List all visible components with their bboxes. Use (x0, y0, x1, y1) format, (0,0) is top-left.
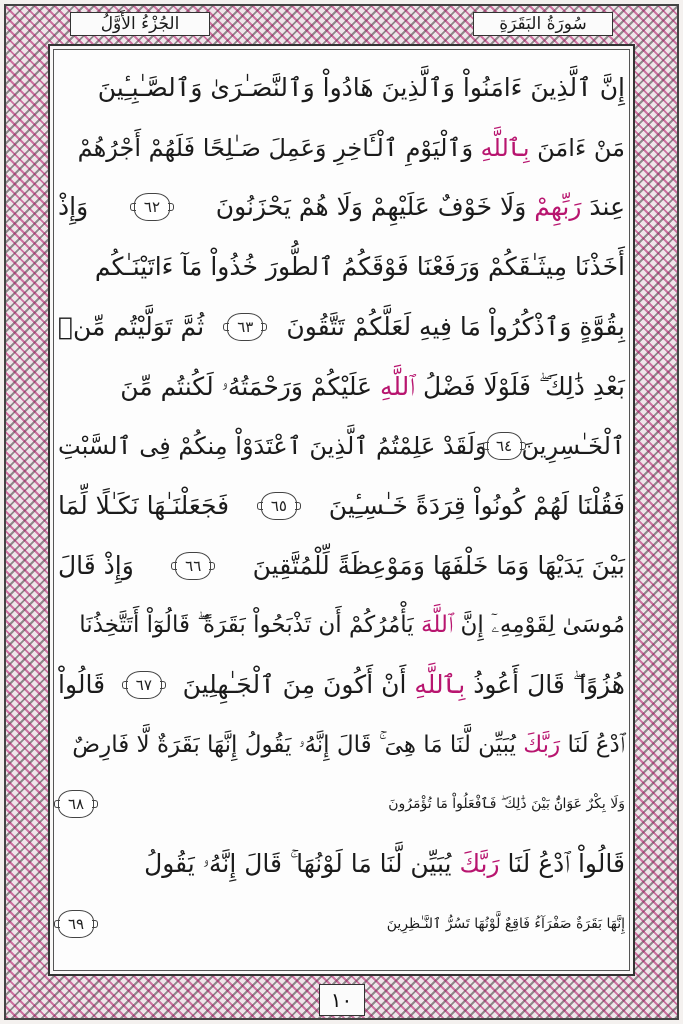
line-text-end: وَإِذْ (58, 192, 89, 222)
ayah-number-marker: ٦٥ (261, 492, 297, 520)
line-text: بَيْنَ يَدَيْهَا وَمَا خَلْفَهَا وَمَوْعِظَةً لِّلْمُتَّقِينَ (252, 550, 625, 580)
line-text: قَالُواْ ٱدْعُ لَنَا رَبَّكَ يُبَيِّن لَّنَا مَا لَوْنُهَا ۚ قَالَ إِنَّهُۥ يَقُولُ (144, 849, 625, 879)
line-text-end: قَالُواْ (58, 670, 106, 700)
text-line (58, 538, 625, 594)
divine-name-highlight: رَبِّهِمْ (534, 192, 582, 222)
ayah-number-marker: ٦٢ (134, 193, 170, 221)
line-text: إِنَّهَا بَقَرَةٌ صَفْرَآءُ فَاقِعٌ لَّوْنُهَا تَسُرُّ ٱلنَّـٰظِرِينَ (386, 915, 625, 932)
ayah-number-marker: ٦٣ (227, 313, 263, 341)
text-line (58, 179, 625, 235)
divine-name-highlight: ٱللَّهَ (420, 612, 454, 639)
line-text: فَقُلْنَا لَهُمْ كُونُواْ قِرَدَةً خَـٰسِـِٔينَ (328, 490, 625, 520)
line-text: ٱدْعُ لَنَا رَبَّكَ يُبَيِّن لَّنَا مَا هِىَ ۚ قَالَ إِنَّهُۥ يَقُولُ إِنَّهَا بَقَرَةٌ لَّا فَارِضٌ (72, 731, 625, 758)
ayah-number-marker: ٦٩ (58, 910, 94, 938)
surah-name-box (473, 12, 613, 36)
text-line (58, 359, 625, 415)
line-text: وَلَا بِكْرٌ عَوَانٌۢ بَيْنَ ذَٰلِكَ ۖ فَٱفْعَلُواْ مَا تُؤْمَرُونَ (388, 796, 625, 813)
ayah-number-marker: ٦٨ (58, 790, 94, 818)
surah-name: سُورَةُ البَقَرَةِ (499, 14, 587, 34)
line-text: مُوسَىٰ لِقَوْمِهِۦٓ إِنَّ ٱللَّهَ يَأْمُرُكُمْ أَن تَذْبَحُواْ بَقَرَةً ۖ قَالُوٓاْ أَتَتَّخِذُنَا (79, 612, 625, 639)
text-line (58, 657, 625, 713)
line-text: ٱلْخَـٰسِرِينَ (521, 432, 625, 461)
quran-text-block (58, 60, 625, 952)
line-text: إِنَّ ٱلَّذِينَ ءَامَنُواْ وَٱلَّذِينَ هَادُواْ وَٱلنَّصَـٰرَىٰ وَٱلصَّـٰبِـِٔينَ (97, 73, 625, 102)
line-text: بِقُوَّةٍ وَٱذْكُرُواْ مَا فِيهِ لَعَلَّكُمْ تَتَّقُونَ (286, 311, 625, 341)
text-line (58, 239, 625, 295)
juz-name: الجُزْءُ الأَوَّلُ (100, 14, 180, 34)
page-number: ١٠ (319, 984, 365, 1016)
line-text-end: وَلَقَدْ عَلِمْتُمُ ٱلَّذِينَ ٱعْتَدَوْاْ مِنكُمْ فِى ٱلسَّبْتِ (58, 432, 487, 461)
page-header (70, 10, 613, 38)
page-footer (0, 982, 683, 1018)
text-line (58, 776, 625, 832)
line-text-end: فَجَعَلْنَـٰهَا نَكَـٰلًا لِّمَا (58, 490, 230, 520)
line-text: مَنْ ءَامَنَ بِٱللَّهِ وَٱلْيَوْمِ ٱلْـَٔاخِرِ وَعَمِلَ صَـٰلِحًا فَلَهُمْ أَجْرُهُمْ (77, 133, 625, 162)
text-line (58, 418, 625, 474)
text-line (58, 120, 625, 176)
text-line (58, 717, 625, 773)
text-line (58, 299, 625, 355)
line-text-end: وَإِذْ قَالَ (58, 550, 134, 580)
ayah-number-marker: ٦٦ (175, 552, 211, 580)
divine-name-highlight: رَبَّكَ (459, 849, 500, 879)
ayah-number-marker: ٦٤ (487, 432, 522, 460)
divine-name-highlight: بِٱللَّهِ (414, 670, 466, 700)
divine-name-highlight: رَبَّكَ (523, 731, 561, 758)
text-line (58, 896, 625, 952)
line-text-end: ثُمَّ تَوَلَّيْتُم مِّنۢ (58, 311, 205, 341)
ayah-number-marker: ٦٧ (126, 671, 162, 699)
line-text: أَخَذْنَا مِيثَـٰقَكُمْ وَرَفَعْنَا فَوْقَكُمُ ٱلطُّورَ خُذُواْ مَآ ءَاتَيْنَـٰكُم (94, 252, 625, 282)
text-line (58, 478, 625, 534)
line-text: عِندَ رَبِّهِمْ وَلَا خَوْفٌ عَلَيْهِمْ وَلَا هُمْ يَحْزَنُونَ (215, 192, 625, 222)
text-line (58, 60, 625, 116)
divine-name-highlight: بِٱللَّهِ (480, 133, 530, 162)
divine-name-highlight: ٱللَّهِ (380, 371, 416, 401)
text-line (58, 836, 625, 892)
text-line (58, 597, 625, 653)
line-text: بَعْدِ ذَٰلِكَ ۖ فَلَوْلَا فَضْلُ ٱللَّهِ عَلَيْكُمْ وَرَحْمَتُهُۥ لَكُنتُم مِّنَ (120, 371, 625, 401)
juz-name-box (70, 12, 210, 36)
line-text: هُزُوًا ۖ قَالَ أَعُوذُ بِٱللَّهِ أَنْ أَكُونَ مِنَ ٱلْجَـٰهِلِينَ (182, 670, 625, 700)
